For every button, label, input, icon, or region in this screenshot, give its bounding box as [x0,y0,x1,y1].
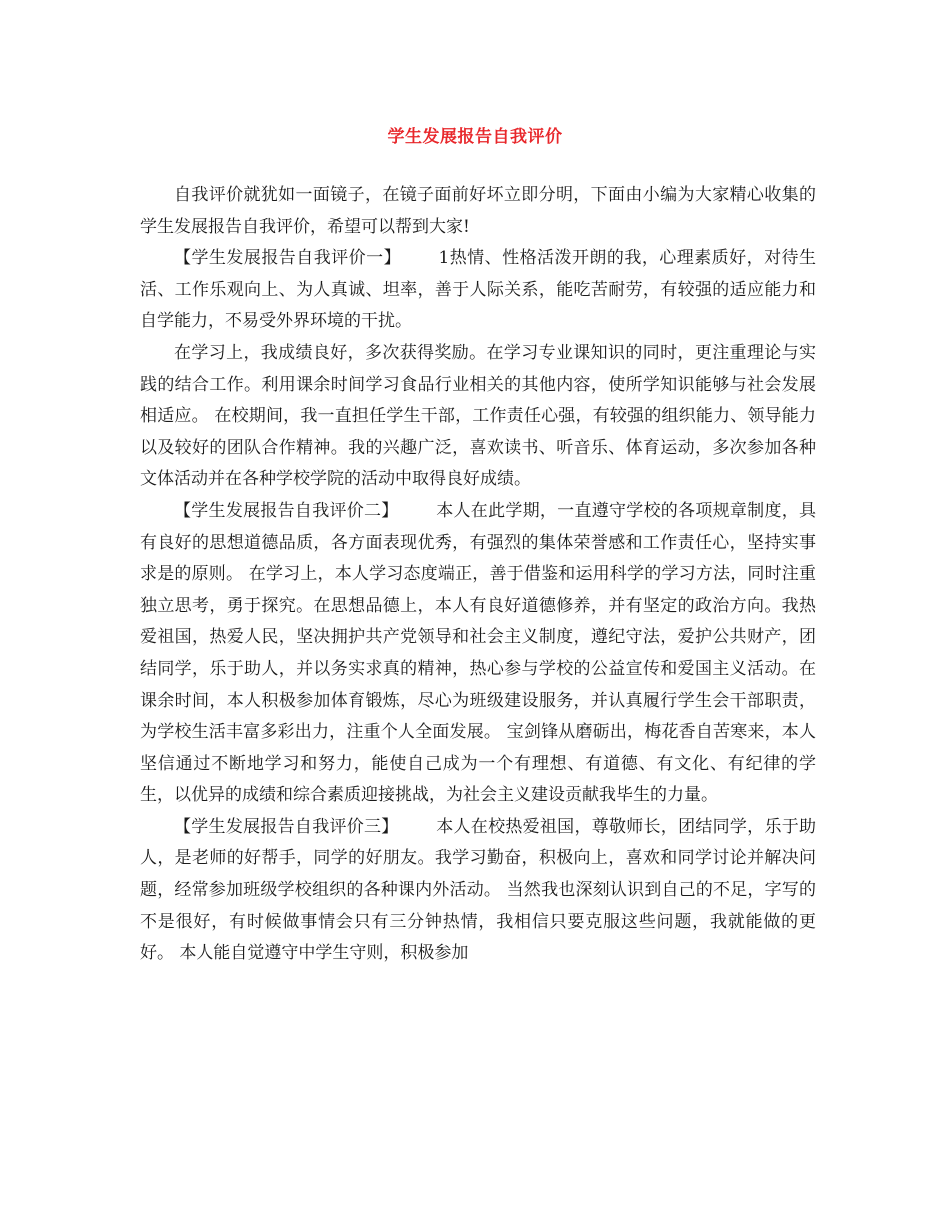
document-title: 学生发展报告自我评价 [387,127,563,147]
section-1-paragraph-2: 在学习上，我成绩良好，多次获得奖励。在学习专业课知识的同时，更注重理论与实践的结合工作。利用课余时间学习食品行业相关的其他内容，使所学知识能够与社会发展相适应。 在校期间，我一直担任学生干部，工作责任心强，有较强的组织能力、领导能力以及较好的团队合作精神。我的兴趣广泛，喜欢读书、听音乐、体育运动，多次参加各种文体活动并在各种学校学院的活动中取得良好成绩。 [140,342,816,490]
section-3-text: 本人在校热爱祖国，尊敬师长，团结同学，乐于助人，是老师的好帮手，同学的好朋友。我学习勤奋，积极向上，喜欢和同学讨论并解决问题，经常参加班级学校组织的各种课内外活动。 当然我也深刻认识到自己的不足，字写的不是很好，有时候做事情会只有三分钟热情，我相信只要克服这些问题，我就能做的更好。 本人能自觉遵守中学生守则，积极参加 [140,816,817,964]
section-1-heading: 【学生发展报告自我评价一】 [174,248,402,269]
section-1-paragraph [140,243,816,338]
section-2-paragraph [140,496,816,812]
section-3-heading: 【学生发展报告自我评价三】 [174,816,399,837]
section-2-text: 本人在此学期，一直遵守学校的各项规章制度，具有良好的思想道德品质，各方面表现优秀，有强烈的集体荣誉感和工作责任心，坚持实事求是的原则。 在学习上，本人学习态度端正，善于借鉴和运用科学的学习方法，同时注重独立思考，勇于探究。在思想品德上，本人有良好道德修养，并有坚定的政治方向。我热爱祖国，热爱人民，坚决拥护共产党领导和社会主义制度，遵纪守法，爱护公共财产，团结同学，乐于助人，并以务实求真的精神，热心参与学校的公益宣传和爱国主义活动。在课余时间，本人积极参加体育锻炼，尽心为班级建设服务，并认真履行学生会干部职责，为学校生活丰富多彩出力，注重个人全面发展。 宝剑锋从磨砺出，梅花香自苦寒来，本人坚信通过不断地学习和努力，能使自己成为一个有理想、有道德、有文化、有纪律的学生，以优异的成绩和综合素质迎接挑战，为社会主义建设贡献我毕生的力量。 [140,500,817,806]
section-3-paragraph [140,812,816,970]
section-1-text: 1热情、性格活泼开朗的我，心理素质好，对待生活、工作乐观向上、为人真诚、坦率，善于人际关系，能吃苦耐劳，有较强的适应能力和自学能力，不易受外界环境的干扰。 [140,248,816,332]
document-body [140,180,816,970]
section-2-heading: 【学生发展报告自我评价二】 [174,500,399,521]
intro-paragraph: 自我评价就犹如一面镜子，在镜子面前好坏立即分明，下面由小编为大家精心收集的学生发展报告自我评价，希望可以帮到大家! [140,185,816,237]
